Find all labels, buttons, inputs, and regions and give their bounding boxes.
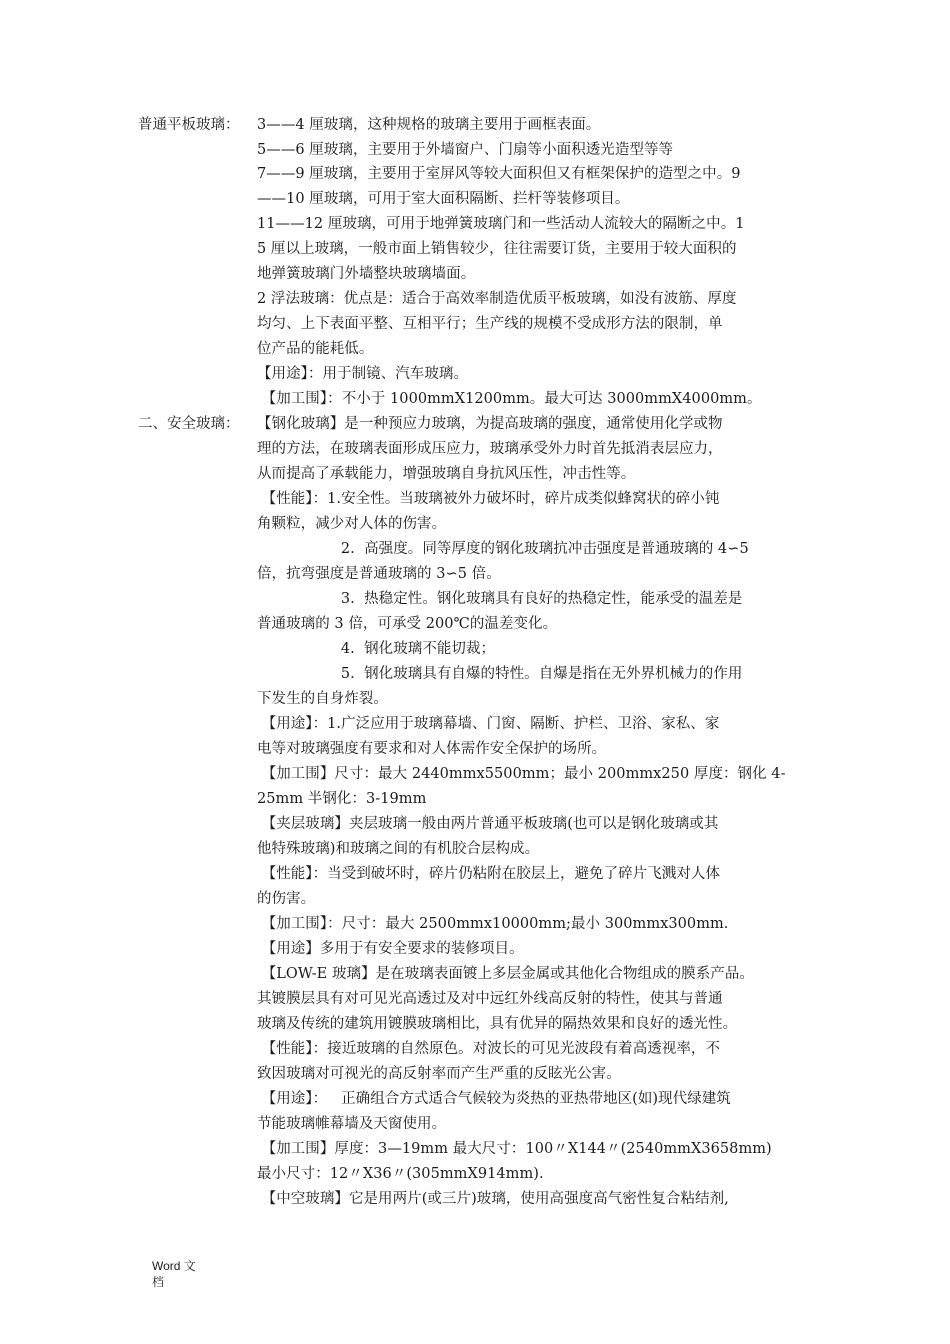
- text-line: 的伤害。: [257, 891, 316, 907]
- text-line: 地弹簧玻璃门外墙整块玻璃墙面。: [257, 266, 476, 282]
- text-line: 【加工围】：尺寸：最大 2500mmx10000mm;最小 300mmx300mm.: [257, 916, 729, 932]
- text-line: 11——12 厘玻璃，可用于地弹簧玻璃门和一些活动人流较大的隔断之中。1: [257, 216, 745, 232]
- text-line: 4. 钢化玻璃不能切裁；: [257, 641, 496, 657]
- text-line: 【LOW-E 玻璃】是在玻璃表面镀上多层金属或其他化合物组成的膜系产品。: [257, 966, 754, 982]
- text-line: 从而提高了承载能力，增强玻璃自身抗风压性，冲击性等。: [257, 466, 636, 482]
- text-line: 【加工围】：不小于 1000mmX1200mm。最大可达 3000mmX4000mm。: [257, 391, 762, 407]
- text-line: 7——9 厘玻璃，主要用于室屏风等较大面积但又有框架保护的造型之中。9: [257, 166, 741, 182]
- text-line: 【性能】：1.安全性。当玻璃被外力破坏时，碎片成类似蜂窝状的碎小钝: [257, 491, 720, 507]
- footer-line-1: Word 文: [152, 1259, 196, 1273]
- text-line: 电等对玻璃强度有要求和对人体需作安全保护的场所。: [257, 741, 607, 757]
- text-line: 玻璃及传统的建筑用镀膜玻璃相比，具有优异的隔热效果和良好的透光性。: [257, 1016, 738, 1032]
- text-line: 普通玻璃的 3 倍，可承受 200℃的温差变化。: [257, 616, 558, 632]
- text-line: 致因玻璃对可视光的高反射率而产生严重的反眩光公害。: [257, 1066, 621, 1082]
- text-line: 其镀膜层具有对可见光高透过及对中远红外线高反射的特性，使其与普通: [257, 991, 723, 1007]
- text-line: 3——4 厘玻璃，这种规格的玻璃主要用于画框表面。: [257, 117, 601, 133]
- text-line: 2 浮法玻璃：优点是：适合于高效率制造优质平板玻璃，如没有波筋、厚度: [257, 291, 737, 307]
- text-line: 理的方法，在玻璃表面形成压应力，玻璃承受外力时首先抵消表层应力，: [257, 441, 723, 457]
- text-line: 他特殊玻璃)和玻璃之间的有机胶合层构成。: [257, 841, 540, 857]
- text-line: 5. 钢化玻璃具有自爆的特性。自爆是指在无外界机械力的作用: [257, 666, 743, 682]
- section-label-safety-glass: 二、安全玻璃：: [138, 416, 240, 432]
- text-line: 【性能】：当受到破坏时，碎片仍粘附在胶层上，避免了碎片飞溅对人体: [257, 866, 721, 882]
- text-line: 节能玻璃帷幕墙及天窗使用。: [257, 1116, 447, 1132]
- text-line: 25mm 半钢化：3-19mm: [257, 791, 427, 807]
- text-line: 【夹层玻璃】夹层玻璃一般由两片普通平板玻璃(也可以是钢化玻璃或其: [257, 816, 719, 832]
- text-line: 倍，抗弯强度是普通玻璃的 3∽5 倍。: [257, 566, 501, 582]
- text-line: 【用途】：1.广泛应用于玻璃幕墙、门窗、隔断、护栏、卫浴、家私、家: [257, 716, 720, 732]
- section-label-plain-glass: 普通平板玻璃：: [138, 117, 240, 133]
- text-line: 5——6 厘玻璃，主要用于外墙窗户、门扇等小面积透光造型等等: [257, 142, 674, 158]
- text-line: 【加工围】尺寸：最大 2440mmx5500mm；最小 200mmx250 厚度：钢化 4-: [257, 766, 786, 782]
- text-line: 位产品的能耗低。: [257, 341, 374, 357]
- footer-line-2: 档: [152, 1275, 165, 1289]
- text-line: ——10 厘玻璃，可用于室大面积隔断、拦杆等装修项目。: [257, 191, 630, 207]
- text-line: 【用途】： 正确组合方式适合气候较为炎热的亚热带地区(如)现代绿建筑: [257, 1091, 731, 1107]
- text-line: 下发生的自身炸裂。: [257, 691, 388, 707]
- text-line: 【用途】：用于制镜、汽车玻璃。: [257, 366, 468, 382]
- text-line: 【钢化玻璃】是一种预应力玻璃，为提高玻璃的强度，通常使用化学或物: [257, 416, 723, 432]
- text-line: 均匀、上下表面平整、互相平行；生产线的规模不受成形方法的限制，单: [257, 316, 723, 332]
- text-line: 【用途】多用于有安全要求的装修项目。: [257, 941, 524, 957]
- text-line: 【中空玻璃】它是用两片(或三片)玻璃，使用高强度高气密性复合粘结剂,: [257, 1191, 729, 1207]
- page-footer: [152, 1258, 196, 1290]
- text-line: 最小尺寸：12〃X36〃(305mmX914mm).: [257, 1166, 544, 1182]
- text-line: 角颗粒，减少对人体的伤害。: [257, 516, 447, 532]
- text-line: 3. 热稳定性。钢化玻璃具有良好的热稳定性，能承受的温差是: [257, 591, 743, 607]
- text-line: 【加工围】厚度：3—19mm 最大尺寸：100〃X144〃(2540mmX3658mm): [257, 1141, 772, 1157]
- text-line: 【性能】：接近玻璃的自然原色。对波长的可见光波段有着高透视率，不: [257, 1041, 721, 1057]
- text-line: 2. 高强度。同等厚度的钢化玻璃抗冲击强度是普通玻璃的 4∽5: [257, 541, 749, 557]
- text-line: 5 厘以上玻璃，一般市面上销售较少，往往需要订货，主要用于较大面积的: [257, 241, 737, 257]
